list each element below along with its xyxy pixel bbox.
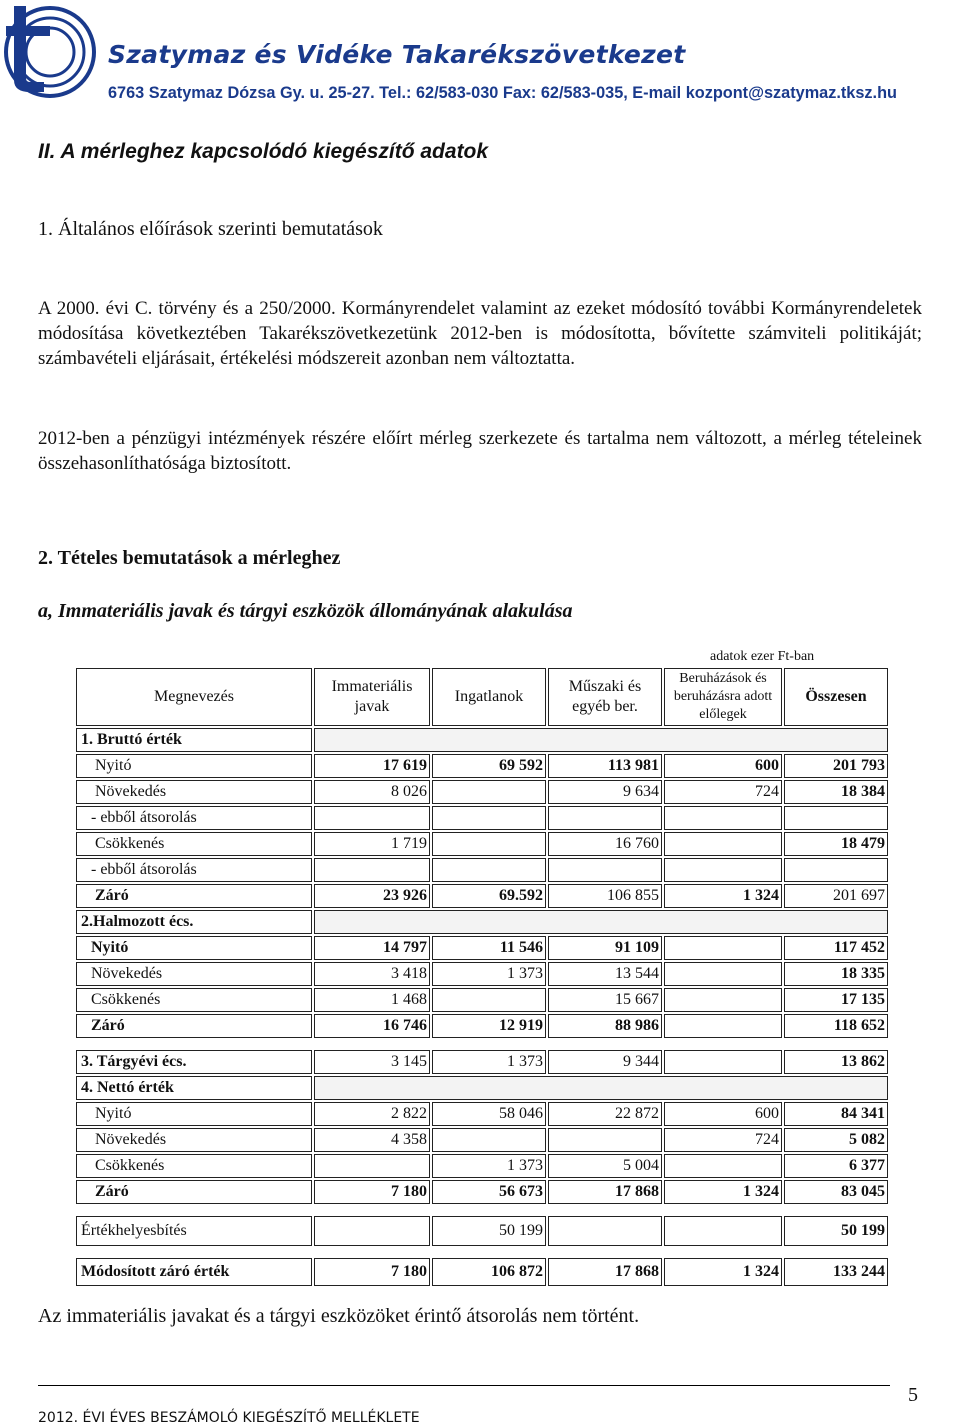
cell-total — [784, 806, 888, 830]
cell-technical: 9 344 — [548, 1050, 662, 1074]
cell-total: 201 697 — [784, 884, 888, 908]
table-row — [76, 806, 888, 830]
cell-total: 118 652 — [784, 1014, 888, 1038]
table-row — [76, 936, 888, 960]
footer-text: 2012. ÉVI ÉVES BESZÁMOLÓ KIEGÉSZÍTŐ MELLÉKLETE — [38, 1410, 420, 1426]
cell-total: 18 479 — [784, 832, 888, 856]
cell-property: 1 373 — [432, 1050, 546, 1074]
unit-note: adatok ezer Ft-ban — [710, 649, 815, 664]
subsection-2a-title: a, Immateriális javak és tárgyi eszközök állományának alakulása — [38, 600, 573, 622]
cell-total: 6 377 — [784, 1154, 888, 1178]
cell-investments — [664, 988, 782, 1012]
cell-total: 84 341 — [784, 1102, 888, 1126]
table-row — [76, 1128, 888, 1152]
table-spacer — [76, 1206, 888, 1214]
header-intangible: Immateriális javak — [314, 668, 430, 726]
table-spacer — [76, 1040, 888, 1048]
cell-property: 1 373 — [432, 962, 546, 986]
cell-technical: 113 981 — [548, 754, 662, 778]
group-net-value — [76, 1076, 888, 1100]
cell-property: 12 919 — [432, 1014, 546, 1038]
cell-property — [432, 858, 546, 882]
row-label: Nyitó — [76, 1102, 312, 1126]
cell-property: 58 046 — [432, 1102, 546, 1126]
group-gross-value — [76, 728, 888, 752]
table-row-revaluation — [76, 1216, 888, 1246]
row-label: Nyitó — [76, 754, 312, 778]
cell-property — [432, 780, 546, 804]
cell-technical — [548, 858, 662, 882]
cell-intangible: 7 180 — [314, 1180, 430, 1204]
cell-property: 1 373 — [432, 1154, 546, 1178]
cell-technical: 22 872 — [548, 1102, 662, 1126]
group-filler — [314, 910, 888, 934]
cell-intangible: 2 822 — [314, 1102, 430, 1126]
row-label: Záró — [76, 1180, 312, 1204]
cell-investments: 1 324 — [664, 1258, 782, 1286]
cell-total: 18 384 — [784, 780, 888, 804]
table-row — [76, 780, 888, 804]
row-label: Csökkenés — [76, 1154, 312, 1178]
organization-contact: 6763 Szatymaz Dózsa Gy. u. 25-27. Tel.: 62/583-030 Fax: 62/583-035, E-mail kozpont@szatymaz.tksz.hu — [108, 84, 897, 102]
table-row — [76, 884, 888, 908]
cell-intangible: 14 797 — [314, 936, 430, 960]
spacer-cell — [76, 1248, 888, 1256]
section-title: II. A mérleghez kapcsolódó kiegészítő adatok — [38, 140, 489, 163]
cell-technical: 106 855 — [548, 884, 662, 908]
row-label: - ebből átsorolás — [76, 806, 312, 830]
row-label: Értékhelyesbítés — [76, 1216, 312, 1246]
cell-intangible — [314, 806, 430, 830]
cell-investments — [664, 858, 782, 882]
cell-property: 106 872 — [432, 1258, 546, 1286]
table-row-current-year-depreciation — [76, 1050, 888, 1074]
cell-investments: 600 — [664, 754, 782, 778]
paragraph-1: A 2000. évi C. törvény és a 250/2000. Kormányrendelet valamint az ezeket módosító további Kormányrendeletek módosítása következtében Takarékszövetkezetünk 2012-ben is módosította, bővítette számviteli politikáját; számbavételi eljárásait, értékelési módszereit azonban nem változtatta. — [38, 298, 922, 369]
subsection-1-title: 1. Általános előírások szerinti bemutatások — [38, 218, 383, 240]
cell-investments — [664, 1014, 782, 1038]
spacer-cell — [76, 1040, 888, 1048]
cell-investments — [664, 1154, 782, 1178]
footer-divider — [38, 1385, 890, 1386]
table-row-modified-closing — [76, 1258, 888, 1286]
cell-investments — [664, 962, 782, 986]
row-label: Nyitó — [76, 936, 312, 960]
cell-technical: 17 868 — [548, 1258, 662, 1286]
cell-technical: 9 634 — [548, 780, 662, 804]
cell-technical — [548, 1216, 662, 1246]
group-label: 2.Halmozott écs. — [76, 910, 312, 934]
cell-property — [432, 988, 546, 1012]
group-filler — [314, 1076, 888, 1100]
table-row — [76, 754, 888, 778]
cell-total: 13 862 — [784, 1050, 888, 1074]
cell-property: 56 673 — [432, 1180, 546, 1204]
row-label: Csökkenés — [76, 988, 312, 1012]
cell-investments: 724 — [664, 780, 782, 804]
cell-intangible: 17 619 — [314, 754, 430, 778]
cell-total: 133 244 — [784, 1258, 888, 1286]
cell-intangible: 7 180 — [314, 1258, 430, 1286]
cell-technical: 17 868 — [548, 1180, 662, 1204]
closing-statement: Az immateriális javakat és a tárgyi eszközöket érintő átsorolás nem történt. — [38, 1305, 640, 1327]
cell-investments — [664, 1216, 782, 1246]
header-total: Összesen — [784, 668, 888, 726]
table-row — [76, 962, 888, 986]
cell-total — [784, 858, 888, 882]
cell-property: 69 592 — [432, 754, 546, 778]
table-row — [76, 1180, 888, 1204]
header-name: Megnevezés — [76, 668, 312, 726]
cell-technical: 16 760 — [548, 832, 662, 856]
cell-total: 117 452 — [784, 936, 888, 960]
cell-property: 11 546 — [432, 936, 546, 960]
row-label: Záró — [76, 884, 312, 908]
row-label: Növekedés — [76, 780, 312, 804]
group-label: 1. Bruttó érték — [76, 728, 312, 752]
cell-intangible: 16 746 — [314, 1014, 430, 1038]
table-row — [76, 1154, 888, 1178]
cell-total: 17 135 — [784, 988, 888, 1012]
page-number: 5 — [908, 1384, 918, 1406]
cell-intangible: 1 719 — [314, 832, 430, 856]
cell-property: 50 199 — [432, 1216, 546, 1246]
spacer-cell — [76, 1206, 888, 1214]
row-label: Növekedés — [76, 962, 312, 986]
table-spacer — [76, 1248, 888, 1256]
row-label: 3. Tárgyévi écs. — [76, 1050, 312, 1074]
cell-technical: 15 667 — [548, 988, 662, 1012]
row-label: Csökkenés — [76, 832, 312, 856]
cell-property — [432, 832, 546, 856]
cell-intangible: 23 926 — [314, 884, 430, 908]
cell-investments: 1 324 — [664, 884, 782, 908]
cell-total: 50 199 — [784, 1216, 888, 1246]
cell-investments — [664, 936, 782, 960]
cell-intangible: 8 026 — [314, 780, 430, 804]
header-investments: Beruházások és beruházásra adott előlegek — [664, 668, 782, 726]
table-row — [76, 988, 888, 1012]
cell-investments: 600 — [664, 1102, 782, 1126]
organization-name: Szatymaz és Vidéke Takarékszövetkezet — [108, 40, 686, 69]
paragraph-2: 2012-ben a pénzügyi intézmények részére előírt mérleg szerkezete és tartalma nem változott, a mérleg tételeinek összehasonlíthatósága biztosított. — [38, 428, 922, 474]
table-row — [76, 1102, 888, 1126]
cell-intangible — [314, 858, 430, 882]
subsection-2-title: 2. Tételes bemutatások a mérleghez — [38, 547, 341, 569]
cell-property — [432, 806, 546, 830]
cell-technical: 91 109 — [548, 936, 662, 960]
row-label: Növekedés — [76, 1128, 312, 1152]
cell-investments — [664, 806, 782, 830]
cell-intangible — [314, 1154, 430, 1178]
cell-investments: 724 — [664, 1128, 782, 1152]
cell-total: 201 793 — [784, 754, 888, 778]
header-property: Ingatlanok — [432, 668, 546, 726]
cell-total: 18 335 — [784, 962, 888, 986]
cell-investments — [664, 832, 782, 856]
organization-logo — [0, 0, 100, 100]
group-filler — [314, 728, 888, 752]
row-label: Záró — [76, 1014, 312, 1038]
cell-intangible — [314, 1216, 430, 1246]
group-label: 4. Nettó érték — [76, 1076, 312, 1100]
cell-technical: 13 544 — [548, 962, 662, 986]
cell-total: 5 082 — [784, 1128, 888, 1152]
cell-intangible: 1 468 — [314, 988, 430, 1012]
table-header-row — [76, 668, 888, 726]
cell-technical: 5 004 — [548, 1154, 662, 1178]
cell-intangible: 4 358 — [314, 1128, 430, 1152]
cell-investments: 1 324 — [664, 1180, 782, 1204]
cell-intangible: 3 418 — [314, 962, 430, 986]
cell-property — [432, 1128, 546, 1152]
cell-total: 83 045 — [784, 1180, 888, 1204]
header-technical: Műszaki és egyéb ber. — [548, 668, 662, 726]
cell-technical — [548, 806, 662, 830]
group-accumulated-depreciation — [76, 910, 888, 934]
table-row — [76, 832, 888, 856]
table-row — [76, 1014, 888, 1038]
cell-technical — [548, 1128, 662, 1152]
cell-investments — [664, 1050, 782, 1074]
row-label: Módosított záró érték — [76, 1258, 312, 1286]
cell-intangible: 3 145 — [314, 1050, 430, 1074]
table-row — [76, 858, 888, 882]
cell-technical: 88 986 — [548, 1014, 662, 1038]
cell-property: 69.592 — [432, 884, 546, 908]
row-label: - ebből átsorolás — [76, 858, 312, 882]
fixed-assets-table — [74, 666, 890, 1288]
